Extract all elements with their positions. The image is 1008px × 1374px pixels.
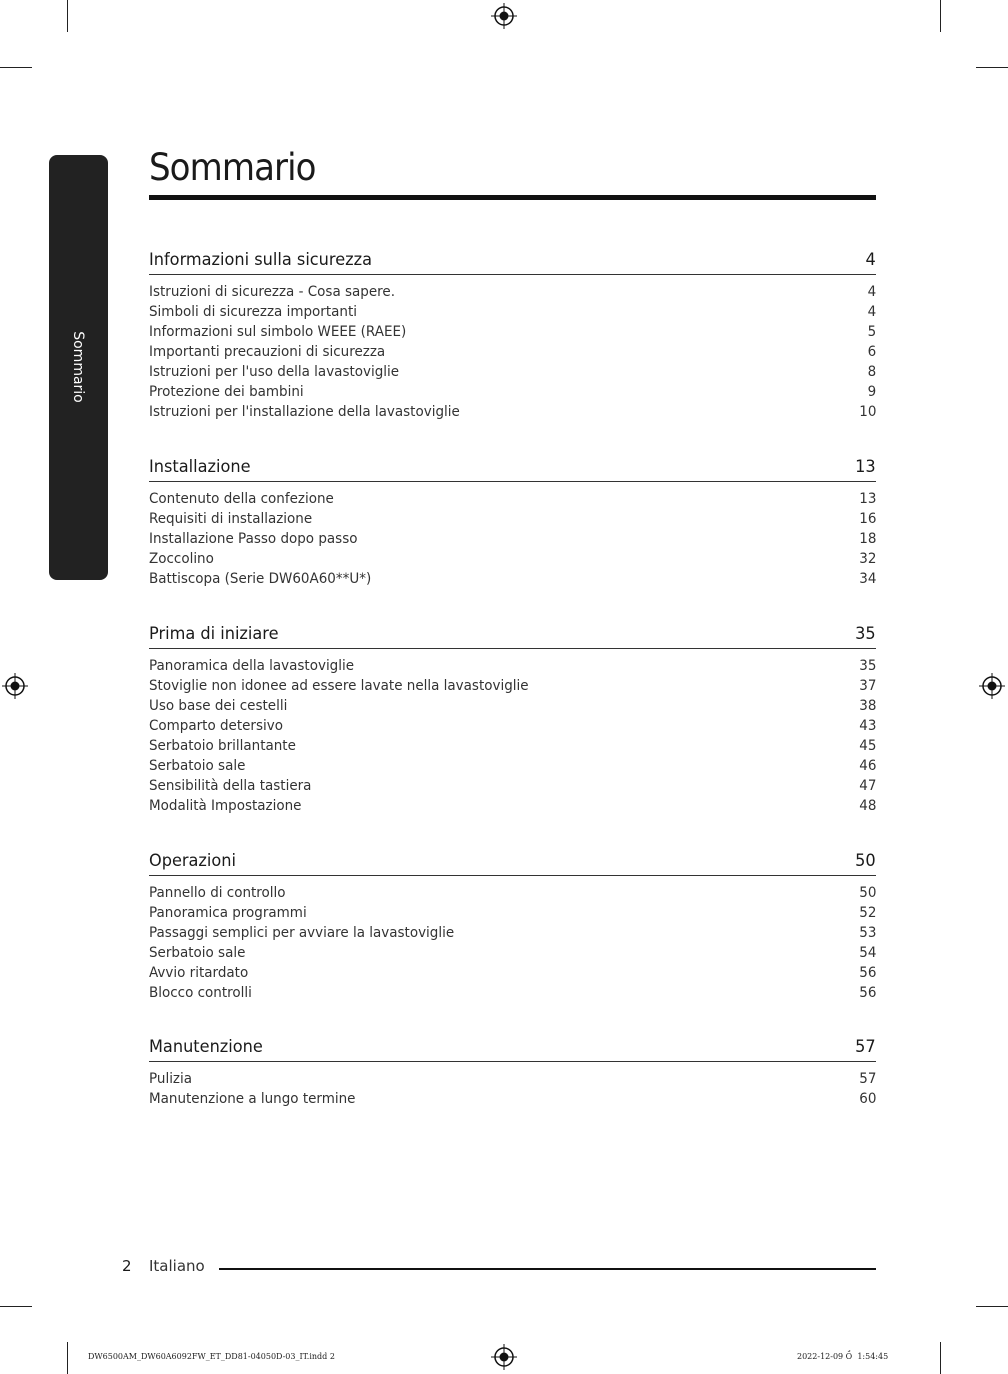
toc-entry-page: 38: [858, 698, 876, 714]
toc-entry[interactable]: [149, 756, 876, 776]
toc-entry[interactable]: [149, 903, 876, 923]
toc-section-heading[interactable]: [149, 1031, 876, 1062]
toc-section-title: Prima di iniziare: [149, 624, 279, 644]
toc-entry-label: Zoccolino: [149, 551, 214, 567]
toc-entry-label: Importanti precauzioni di sicurezza: [149, 344, 386, 360]
crop-mark: [976, 67, 1008, 68]
toc-entry-page: 53: [858, 925, 876, 941]
toc-section-page: 13: [855, 457, 876, 477]
toc-entry-page: 56: [858, 985, 876, 1001]
toc-entry-page: 52: [858, 905, 876, 921]
toc-entry[interactable]: [149, 923, 876, 943]
registration-mark-icon: [491, 3, 517, 29]
toc-entry-page: 57: [858, 1071, 876, 1087]
toc-entry-page: 18: [858, 531, 876, 547]
toc-entry[interactable]: [149, 529, 876, 549]
toc-entry[interactable]: [149, 656, 876, 676]
toc-entry[interactable]: [149, 796, 876, 816]
toc-entry[interactable]: [149, 322, 876, 342]
toc-entry-label: Manutenzione a lungo termine: [149, 1091, 356, 1107]
toc-entry-page: 10: [858, 404, 876, 420]
toc-entry[interactable]: [149, 382, 876, 402]
toc-entry-label: Blocco controlli: [149, 985, 252, 1001]
toc-entry[interactable]: [149, 776, 876, 796]
toc-entry-label: Uso base dei cestelli: [149, 698, 288, 714]
toc-entry-page: 34: [858, 571, 876, 587]
toc-section-title: Informazioni sulla sicurezza: [149, 250, 372, 270]
toc-entry-label: Istruzioni per l'uso della lavastoviglie: [149, 364, 400, 380]
toc-section: [149, 618, 876, 816]
toc-entry[interactable]: [149, 676, 876, 696]
crop-mark: [67, 1342, 68, 1374]
toc-entry-page: 54: [858, 945, 876, 961]
toc-entry-label: Informazioni sul simbolo WEEE (RAEE): [149, 324, 407, 340]
toc-entry-label: Avvio ritardato: [149, 965, 249, 981]
toc-entry-page: 46: [858, 758, 876, 774]
toc-entry[interactable]: [149, 362, 876, 382]
toc-entry[interactable]: [149, 943, 876, 963]
toc-entry-page: 60: [858, 1091, 876, 1107]
toc-section: [149, 451, 876, 589]
print-slug-timestamp: 2022-12-09 Ồ 1:54:45: [797, 1352, 889, 1361]
toc-entry[interactable]: [149, 963, 876, 983]
toc-entry-page: 37: [858, 678, 876, 694]
toc-entry-page: 4: [867, 304, 876, 320]
toc-entry-label: Installazione Passo dopo passo: [149, 531, 358, 547]
crop-mark: [67, 0, 68, 32]
toc-entry-page: 6: [867, 344, 876, 360]
toc-entry-page: 32: [858, 551, 876, 567]
toc-section: [149, 1031, 876, 1109]
toc-entry-page: 35: [858, 658, 876, 674]
toc-section-title: Operazioni: [149, 851, 237, 871]
toc-entry-page: 8: [867, 364, 876, 380]
toc-entry[interactable]: [149, 1089, 876, 1109]
toc-section: [149, 845, 876, 1003]
toc-entry-label: Sensibilità della tastiera: [149, 778, 312, 794]
toc-entry-label: Protezione dei bambini: [149, 384, 304, 400]
registration-mark-icon: [491, 1344, 517, 1370]
footer-language: Italiano: [149, 1257, 205, 1275]
toc-entry[interactable]: [149, 736, 876, 756]
print-slug-file: DW6500AM_DW60A6092FW_ET_DD81-04050D-03_IT.indd 2: [88, 1352, 335, 1361]
page-title: Sommario: [149, 146, 316, 189]
toc-entry-label: Serbatoio brillantante: [149, 738, 296, 754]
crop-mark: [0, 1306, 32, 1307]
toc-entry-label: Requisiti di installazione: [149, 511, 313, 527]
toc-entry-label: Istruzioni di sicurezza - Cosa sapere.: [149, 284, 395, 300]
toc-section-title: Installazione: [149, 457, 251, 477]
toc-entry-label: Modalità Impostazione: [149, 798, 302, 814]
toc-entry-label: Simboli di sicurezza importanti: [149, 304, 357, 320]
toc-section-page: 57: [855, 1037, 876, 1057]
toc-entry[interactable]: [149, 342, 876, 362]
toc-entry[interactable]: [149, 983, 876, 1003]
side-tab-label: Sommario: [70, 331, 86, 403]
toc-entry-label: Serbatoio sale: [149, 945, 246, 961]
toc-entry-page: 56: [858, 965, 876, 981]
toc-entry[interactable]: [149, 549, 876, 569]
toc-entry[interactable]: [149, 509, 876, 529]
toc-entry[interactable]: [149, 302, 876, 322]
toc-section-heading[interactable]: [149, 618, 876, 649]
toc-entry-page: 48: [858, 798, 876, 814]
toc-entry-label: Pannello di controllo: [149, 885, 286, 901]
crop-mark: [940, 0, 941, 32]
toc-entry-label: Serbatoio sale: [149, 758, 246, 774]
crop-mark: [0, 67, 32, 68]
toc-entry-label: Passaggi semplici per avviare la lavastoviglie: [149, 925, 455, 941]
toc-entry-page: 16: [858, 511, 876, 527]
toc-entry-page: 4: [867, 284, 876, 300]
toc-entry-label: Pulizia: [149, 1071, 193, 1087]
crop-mark: [976, 1306, 1008, 1307]
footer-page-number: 2: [122, 1257, 132, 1275]
toc-entry-label: Battiscopa (Serie DW60A60**U*): [149, 571, 372, 587]
toc-section-heading[interactable]: [149, 451, 876, 482]
toc-entry-label: Contenuto della confezione: [149, 491, 334, 507]
toc-entry[interactable]: [149, 489, 876, 509]
toc-entry-page: 45: [858, 738, 876, 754]
toc-entry[interactable]: [149, 282, 876, 302]
toc-entry-label: Istruzioni per l'installazione della lavastoviglie: [149, 404, 460, 420]
toc-entry[interactable]: [149, 696, 876, 716]
footer-rule: [219, 1268, 876, 1270]
toc-section-title: Manutenzione: [149, 1037, 263, 1057]
toc-section: [149, 244, 876, 422]
toc-entry-label: Panoramica programmi: [149, 905, 307, 921]
toc-entry-page: 50: [858, 885, 876, 901]
title-rule: [149, 195, 876, 200]
toc-section-page: 35: [855, 624, 876, 644]
crop-mark: [940, 1342, 941, 1374]
toc-entry-page: 47: [858, 778, 876, 794]
registration-mark-icon: [979, 673, 1005, 699]
toc-entry[interactable]: [149, 716, 876, 736]
toc-entry-page: 13: [858, 491, 876, 507]
toc-section-page: 4: [865, 250, 876, 270]
toc-entry-page: 5: [867, 324, 876, 340]
toc-entry[interactable]: [149, 402, 876, 422]
toc-entry-label: Comparto detersivo: [149, 718, 283, 734]
toc-section-heading[interactable]: [149, 845, 876, 876]
toc-entry[interactable]: [149, 1069, 876, 1089]
toc-entry[interactable]: [149, 883, 876, 903]
toc-entry-label: Stoviglie non idonee ad essere lavate nella lavastoviglie: [149, 678, 529, 694]
toc-entry-page: 9: [867, 384, 876, 400]
toc-entry-page: 43: [858, 718, 876, 734]
toc-entry-label: Panoramica della lavastoviglie: [149, 658, 355, 674]
toc-entry[interactable]: [149, 569, 876, 589]
toc-section-page: 50: [855, 851, 876, 871]
toc-section-heading[interactable]: [149, 244, 876, 275]
registration-mark-icon: [2, 673, 28, 699]
